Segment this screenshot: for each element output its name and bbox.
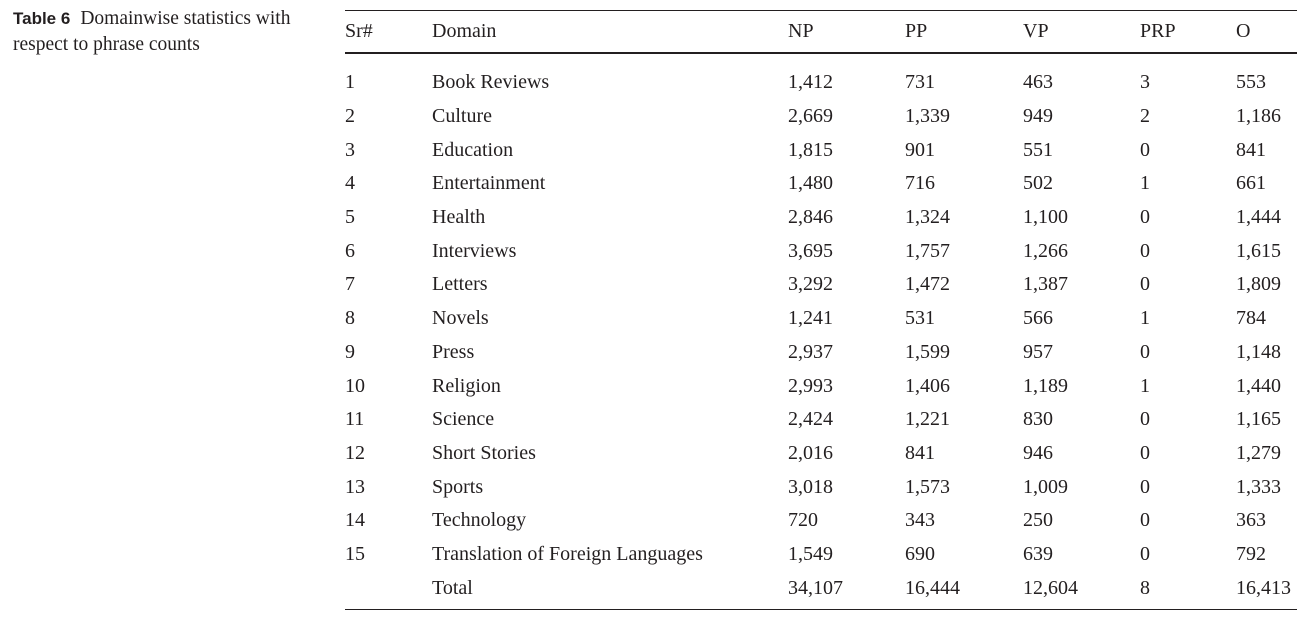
- cell-vp: 639: [1023, 542, 1053, 565]
- cell-vp: 1,189: [1023, 374, 1068, 397]
- cell-pp: 1,599: [905, 340, 950, 363]
- cell-o: 841: [1236, 138, 1266, 161]
- cell-domain: Letters: [432, 273, 488, 296]
- cell-sr: 5: [345, 206, 355, 229]
- cell-domain: Entertainment: [432, 172, 546, 195]
- cell-domain: Short Stories: [432, 441, 536, 464]
- cell-vp: 1,100: [1023, 206, 1068, 229]
- cell-o: 553: [1236, 71, 1266, 94]
- cell-prp: 2: [1140, 105, 1150, 128]
- table-row: [345, 133, 1297, 167]
- cell-o: 1,186: [1236, 105, 1281, 128]
- table-caption: [13, 6, 303, 58]
- cell-np: 720: [788, 509, 818, 532]
- cell-o: 792: [1236, 542, 1266, 565]
- cell-np: 34,107: [788, 576, 843, 599]
- cell-pp: 901: [905, 138, 935, 161]
- cell-np: 2,424: [788, 408, 833, 431]
- cell-pp: 16,444: [905, 576, 960, 599]
- cell-o: 1,148: [1236, 340, 1281, 363]
- cell-vp: 949: [1023, 105, 1053, 128]
- cell-prp: 0: [1140, 273, 1150, 296]
- cell-domain: Sports: [432, 475, 484, 498]
- cell-vp: 1,266: [1023, 239, 1068, 262]
- table-row: [345, 538, 1297, 572]
- cell-o: 1,333: [1236, 475, 1281, 498]
- cell-domain: Religion: [432, 374, 501, 397]
- cell-prp: 0: [1140, 206, 1150, 229]
- table-row: [345, 234, 1297, 268]
- cell-vp: 830: [1023, 408, 1053, 431]
- cell-prp: 8: [1140, 576, 1150, 599]
- cell-np: 1,412: [788, 71, 833, 94]
- table-row: [345, 336, 1297, 370]
- table-caption-text: Domainwise statistics with respect to phrase counts: [13, 8, 291, 55]
- cell-np: 1,549: [788, 542, 833, 565]
- cell-pp: 1,573: [905, 475, 950, 498]
- cell-sr: 3: [345, 138, 355, 161]
- cell-np: 3,695: [788, 239, 833, 262]
- cell-sr: 11: [345, 408, 365, 431]
- cell-np: 3,292: [788, 273, 833, 296]
- cell-sr: 9: [345, 340, 355, 363]
- cell-domain: Book Reviews: [432, 71, 550, 94]
- cell-pp: 343: [905, 509, 935, 532]
- cell-vp: 551: [1023, 138, 1053, 161]
- cell-vp: 12,604: [1023, 576, 1078, 599]
- cell-np: 2,846: [788, 206, 833, 229]
- table-row: [345, 268, 1297, 302]
- table-row: [345, 167, 1297, 201]
- table-row: [345, 53, 1297, 100]
- table-row: [345, 100, 1297, 134]
- cell-np: 2,016: [788, 441, 833, 464]
- cell-o: 1,279: [1236, 441, 1281, 464]
- cell-domain: Total: [432, 576, 473, 599]
- cell-domain: Science: [432, 408, 495, 431]
- cell-sr: [345, 571, 432, 609]
- cell-vp: 566: [1023, 307, 1053, 330]
- table-row: [345, 302, 1297, 336]
- cell-prp: 3: [1140, 71, 1150, 94]
- table-row: [345, 504, 1297, 538]
- cell-o: 1,444: [1236, 206, 1281, 229]
- header-sr: Sr#: [345, 20, 373, 42]
- cell-prp: 0: [1140, 441, 1150, 464]
- cell-pp: 531: [905, 307, 935, 330]
- cell-sr: 7: [345, 273, 355, 296]
- cell-o: 1,165: [1236, 408, 1281, 431]
- cell-np: 2,993: [788, 374, 833, 397]
- cell-sr: 1: [345, 71, 355, 94]
- cell-pp: 1,757: [905, 239, 950, 262]
- cell-o: 1,809: [1236, 273, 1281, 296]
- cell-domain: Technology: [432, 509, 527, 532]
- table-body: [345, 53, 1297, 610]
- cell-sr: 15: [345, 542, 365, 565]
- cell-o: 784: [1236, 307, 1266, 330]
- cell-pp: 841: [905, 441, 935, 464]
- cell-np: 3,018: [788, 475, 833, 498]
- cell-domain: Novels: [432, 307, 489, 330]
- cell-np: 1,241: [788, 307, 833, 330]
- total-row: [345, 571, 1297, 609]
- cell-domain: Press: [432, 340, 475, 363]
- cell-vp: 502: [1023, 172, 1053, 195]
- cell-vp: 250: [1023, 509, 1053, 532]
- cell-sr: 4: [345, 172, 355, 195]
- cell-prp: 0: [1140, 408, 1150, 431]
- table-header: [345, 11, 1297, 54]
- header-domain: Domain: [432, 20, 497, 42]
- cell-pp: 1,339: [905, 105, 950, 128]
- cell-pp: 1,472: [905, 273, 950, 296]
- cell-sr: 6: [345, 239, 355, 262]
- cell-vp: 1,009: [1023, 475, 1068, 498]
- cell-prp: 1: [1140, 374, 1150, 397]
- cell-np: 2,669: [788, 105, 833, 128]
- cell-prp: 1: [1140, 172, 1150, 195]
- table-row: [345, 369, 1297, 403]
- header-np: NP: [788, 20, 814, 42]
- cell-prp: 0: [1140, 138, 1150, 161]
- header-pp: PP: [905, 20, 928, 42]
- cell-domain: Education: [432, 138, 514, 161]
- table-row: [345, 470, 1297, 504]
- cell-domain: Translation of Foreign Languages: [432, 542, 703, 565]
- cell-o: 363: [1236, 509, 1266, 532]
- cell-vp: 946: [1023, 441, 1053, 464]
- cell-o: 1,440: [1236, 374, 1281, 397]
- cell-pp: 731: [905, 71, 935, 94]
- cell-np: 2,937: [788, 340, 833, 363]
- cell-o: 16,413: [1236, 576, 1291, 599]
- cell-prp: 0: [1140, 475, 1150, 498]
- table-caption-label: Table 6: [13, 9, 71, 28]
- cell-sr: 13: [345, 475, 365, 498]
- cell-o: 661: [1236, 172, 1266, 195]
- cell-domain: Culture: [432, 105, 492, 128]
- cell-np: 1,480: [788, 172, 833, 195]
- cell-prp: 0: [1140, 340, 1150, 363]
- cell-pp: 1,406: [905, 374, 950, 397]
- cell-sr: 14: [345, 509, 365, 532]
- phrase-count-table: [345, 10, 1297, 610]
- header-prp: PRP: [1140, 20, 1176, 42]
- cell-sr: 10: [345, 374, 365, 397]
- table-row: [345, 403, 1297, 437]
- cell-pp: 716: [905, 172, 935, 195]
- cell-vp: 1,387: [1023, 273, 1068, 296]
- cell-sr: 8: [345, 307, 355, 330]
- cell-domain: Interviews: [432, 239, 517, 262]
- cell-pp: 690: [905, 542, 935, 565]
- cell-prp: 0: [1140, 509, 1150, 532]
- cell-prp: 0: [1140, 542, 1150, 565]
- cell-prp: 0: [1140, 239, 1150, 262]
- table-row: [345, 437, 1297, 471]
- header-row: [345, 11, 1297, 54]
- cell-pp: 1,221: [905, 408, 950, 431]
- header-vp: VP: [1023, 20, 1049, 42]
- cell-vp: 957: [1023, 340, 1053, 363]
- header-o: O: [1236, 20, 1251, 42]
- cell-o: 1,615: [1236, 239, 1281, 262]
- cell-domain: Health: [432, 206, 486, 229]
- cell-sr: 12: [345, 441, 365, 464]
- cell-pp: 1,324: [905, 206, 950, 229]
- cell-prp: 1: [1140, 307, 1150, 330]
- table-row: [345, 201, 1297, 235]
- cell-sr: 2: [345, 105, 355, 128]
- cell-np: 1,815: [788, 138, 833, 161]
- cell-vp: 463: [1023, 71, 1053, 94]
